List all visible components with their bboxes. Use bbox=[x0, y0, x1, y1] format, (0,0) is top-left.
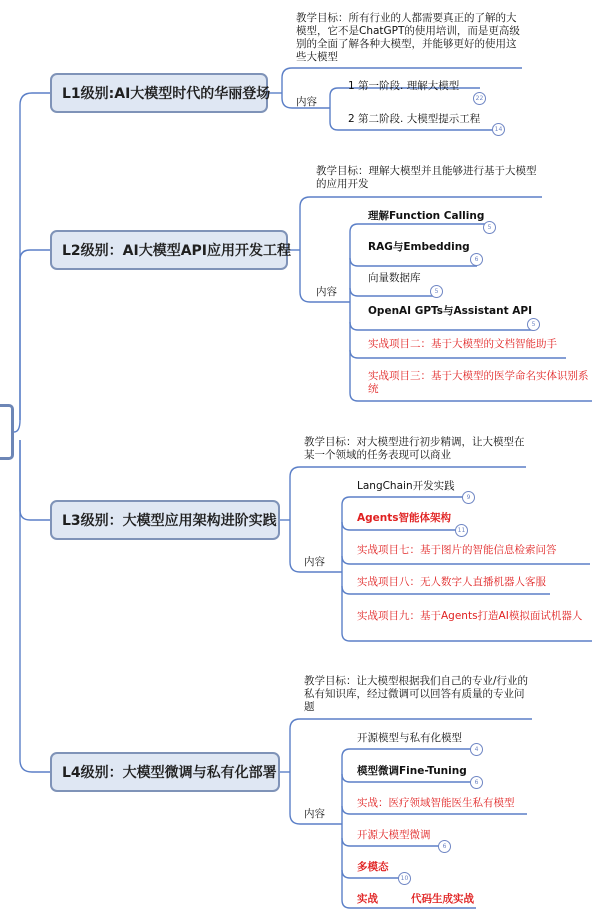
level-2-item-4-badge[interactable]: 5 bbox=[527, 318, 540, 331]
level-4-title: L4级别：大模型微调与私有化部署 bbox=[62, 765, 277, 781]
level-3-content-label: 内容 bbox=[304, 556, 325, 568]
level-2-item-1: 理解Function Calling bbox=[368, 210, 485, 222]
level-1-item-1-badge[interactable]: 22 bbox=[473, 92, 486, 105]
level-4-item-6: 实战 bbox=[357, 893, 378, 905]
level-1-title: L1级别:AI大模型时代的华丽登场 bbox=[62, 86, 271, 102]
level-3-item-2: Agents智能体架构 bbox=[357, 512, 452, 524]
level-2-item-1-badge[interactable]: 5 bbox=[483, 221, 496, 234]
level-3-item-1-badge[interactable]: 9 bbox=[462, 491, 475, 504]
level-4-item-7: 代码生成实战 bbox=[411, 893, 474, 905]
level-1-content-label: 内容 bbox=[296, 96, 317, 108]
level-4-item-1: 开源模型与私有化模型 bbox=[357, 732, 462, 744]
level-1-item-1: 1 第一阶段. 理解大模型 bbox=[348, 80, 460, 92]
level-1-item-2: 2 第二阶段. 大模型提示工程 bbox=[348, 113, 481, 125]
level-3-item-2-badge[interactable]: 11 bbox=[455, 524, 468, 537]
level-3-item-1: LangChain开发实践 bbox=[357, 480, 455, 492]
level-2-item-5: 实战项目二：基于大模型的文档智能助手 bbox=[368, 338, 557, 350]
level-4-node[interactable] bbox=[50, 752, 280, 792]
level-3-node[interactable] bbox=[50, 500, 280, 540]
level-2-item-3-badge[interactable]: 5 bbox=[430, 285, 443, 298]
level-2-item-2: RAG与Embedding bbox=[368, 241, 470, 253]
level-2-node[interactable] bbox=[50, 230, 292, 270]
level-2-goal: 教学目标：理解大模型并且能够进行基于大模型的应用开发 bbox=[316, 165, 537, 190]
level-3-goal: 教学目标：对大模型进行初步精调，让大模型在某一个领域的任务表现可以商业 bbox=[304, 436, 525, 461]
level-2-item-4: OpenAI GPTs与Assistant API bbox=[368, 305, 533, 317]
level-2-title: L2级别：AI大模型API应用开发工程 bbox=[62, 243, 292, 259]
level-4-item-1-badge[interactable]: 4 bbox=[470, 743, 483, 756]
level-3-title: L3级别：大模型应用架构进阶实践 bbox=[62, 513, 277, 529]
level-3-item-4: 实战项目八：无人数字人直播机器人客服 bbox=[357, 576, 546, 588]
level-4-content-label: 内容 bbox=[304, 808, 325, 820]
level-4-item-5: 多模态 bbox=[357, 861, 389, 873]
level-1-node[interactable] bbox=[50, 73, 271, 113]
level-2-item-3: 向量数据库 bbox=[368, 272, 421, 284]
level-1-item-2-badge[interactable]: 14 bbox=[492, 123, 505, 136]
level-4-item-5-badge[interactable]: 10 bbox=[398, 872, 411, 885]
level-2-item-2-badge[interactable]: 6 bbox=[470, 253, 483, 266]
level-3-item-5: 实战项目九：基于Agents打造AI模拟面试机器人 bbox=[357, 610, 583, 622]
level-4-item-4-badge[interactable]: 6 bbox=[438, 840, 451, 853]
level-1-goal: 教学目标：所有行业的人都需要真正的了解的大模型，它不是ChatGPT的使用培训，而是更高级别的全面了解各种大模型，并能够更好的使用这些大模型 bbox=[296, 12, 520, 63]
level-2-item-6: 实战项目三：基于大模型的医学命名实体识别系统 bbox=[368, 370, 589, 395]
level-4-item-2: 模型微调Fine-Tuning bbox=[357, 765, 467, 777]
level-4-item-4: 开源大模型微调 bbox=[357, 829, 431, 841]
level-4-item-2-badge[interactable]: 6 bbox=[470, 776, 483, 789]
level-4-item-3: 实战：医疗领域智能医生私有模型 bbox=[357, 797, 515, 809]
level-4-goal: 教学目标：让大模型根据我们自己的专业/行业的私有知识库，经过微调可以回答有质量的专业问题 bbox=[304, 675, 529, 713]
level-2-content-label: 内容 bbox=[316, 286, 337, 298]
root-node[interactable] bbox=[0, 404, 14, 460]
level-3-item-3: 实战项目七：基于图片的智能信息检索问答 bbox=[357, 544, 557, 556]
